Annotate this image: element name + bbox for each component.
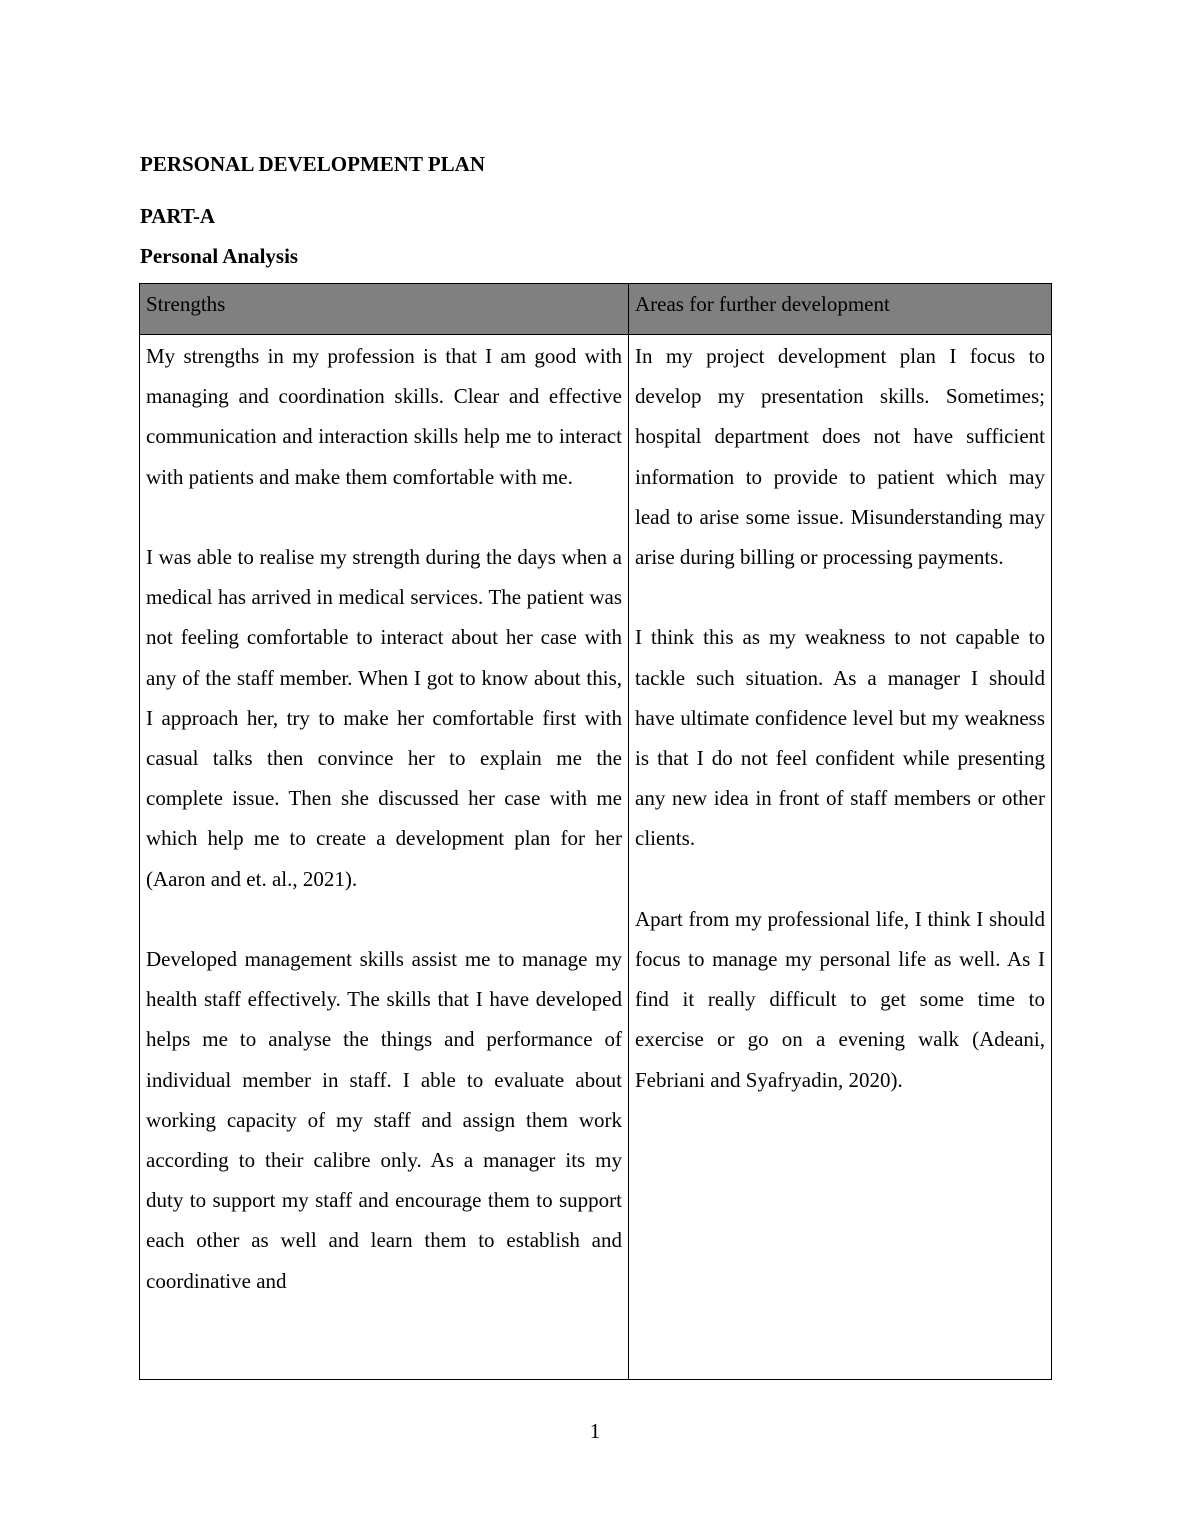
strengths-paragraph: I was able to realise my strength during the days when a medical has arrived in medical services. The patient was not feeling comfortable to interact about her case with any of the staff member. When I got to know about this, I approach her, try to make her comfortable first with casual talks then convince her to explain me the complete issue. Then she discussed her case with me which help me to create a development plan for her (Aaron and et. al., 2021). — [146, 545, 622, 891]
header-development-areas: Areas for further development — [629, 284, 1052, 335]
personal-analysis-table — [139, 283, 1052, 1380]
development-paragraph: Apart from my professional life, I think I should focus to manage my personal life as well. As I find it really difficult to get some time to exercise or go on a evening walk (Adeani, Febriani and Syafryadin, 2020). — [635, 906, 1045, 1092]
table-row — [140, 335, 1052, 1380]
strengths-paragraph: My strengths in my profession is that I am good with managing and coordination skills. Clear and effective communication and interaction skills help me to interact with patients and make them comfortable with me. — [146, 344, 622, 489]
strengths-paragraph: Developed management skills assist me to manage my health staff effectively. The skills that I have developed helps me to analyse the things and performance of individual member in staff. I able to evaluate about working capacity of my staff and assign them work according to their calibre only. As a manager its my duty to support my staff and encourage them to support each other as well and learn them to establish and coordinative and — [146, 947, 622, 1293]
page-number: 1 — [589, 1419, 601, 1443]
section-title: Personal Analysis — [140, 244, 299, 268]
header-strengths: Strengths — [140, 284, 629, 335]
part-label: PART-A — [140, 204, 216, 228]
strengths-cell — [140, 335, 629, 1380]
document-title: PERSONAL DEVELOPMENT PLAN — [140, 152, 485, 176]
development-paragraph: In my project development plan I focus to develop my presentation skills. Sometimes; hospital department does not have sufficient information to provide to patient which may lead to arise some issue. Misunderstanding may arise during billing or processing payments. — [635, 344, 1045, 570]
table-header-row — [140, 284, 1052, 335]
development-areas-cell — [629, 335, 1052, 1380]
development-paragraph: I think this as my weakness to not capable to tackle such situation. As a manager I should have ultimate confidence level but my weakness is that I do not feel confident while presenting any new idea in front of staff members or other clients. — [635, 625, 1045, 851]
